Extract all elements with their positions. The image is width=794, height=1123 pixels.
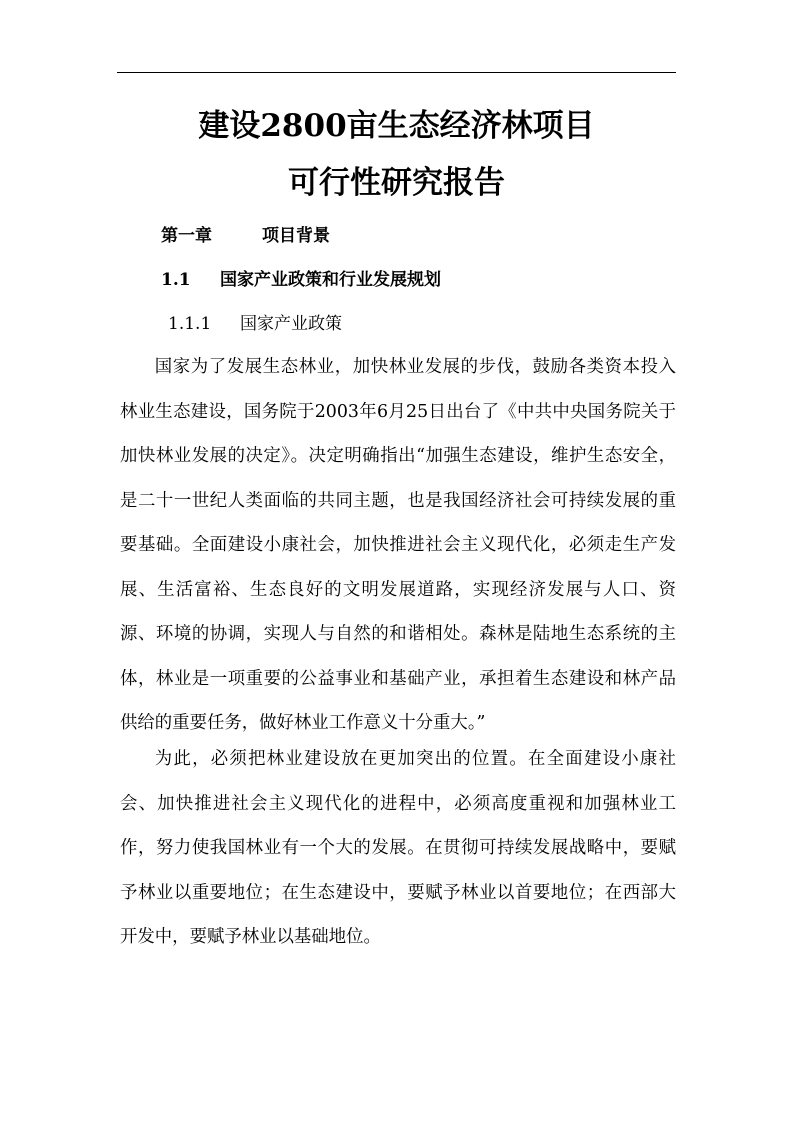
chapter-heading xyxy=(161,224,461,248)
section-heading xyxy=(161,268,561,292)
header-rule xyxy=(117,72,676,73)
subsection-number: 1.1.1 xyxy=(168,314,212,334)
section-number: 1.1 xyxy=(161,270,191,290)
document-title-line-1: 建设2800亩生态经济林项目 xyxy=(198,108,595,144)
subsection-title: 国家产业政策 xyxy=(240,314,342,334)
document-title-line-2: 可行性研究报告 xyxy=(288,165,505,201)
chapter-title: 项目背景 xyxy=(262,226,330,246)
body-paragraph-1: 国家为了发展生态林业，加快林业发展的步伐，鼓励各类资本投入林业生态建设，国务院于2003年6月25日出台了《中共中央国务院关于加快林业发展的决定》。决定明确指出“加强生态建设，维护生态安全，是二十一世纪人类面临的共同主题，也是我国经济社会可持续发展的重要基础。全面建设小康社会，加快推进社会主义现代化，必须走生产发展、生活富裕、生态良好的文明发展道路，实现经济发展与人口、资源、环境的协调，实现人与自然的和谐相处。森林是陆地生态系统的主体，林业是一项重要的公益事业和基础产业，承担着生态建设和林产品供给的重要任务，做好林业工作意义十分重大。” xyxy=(120,357,676,733)
chapter-number: 第一章 xyxy=(161,226,212,246)
body-paragraph-2: 为此，必须把林业建设放在更加突出的位置。在全面建设小康社会、加快推进社会主义现代化的进程中，必须高度重视和加强林业工作，努力使我国林业有一个大的发展。在贯彻可持续发展战略中，要赋予林业以重要地位；在生态建设中，要赋予林业以首要地位；在西部大开发中，要赋予林业以基础地位。 xyxy=(120,749,676,947)
section-title: 国家产业政策和行业发展规划 xyxy=(220,270,441,290)
subsection-heading xyxy=(168,312,468,336)
